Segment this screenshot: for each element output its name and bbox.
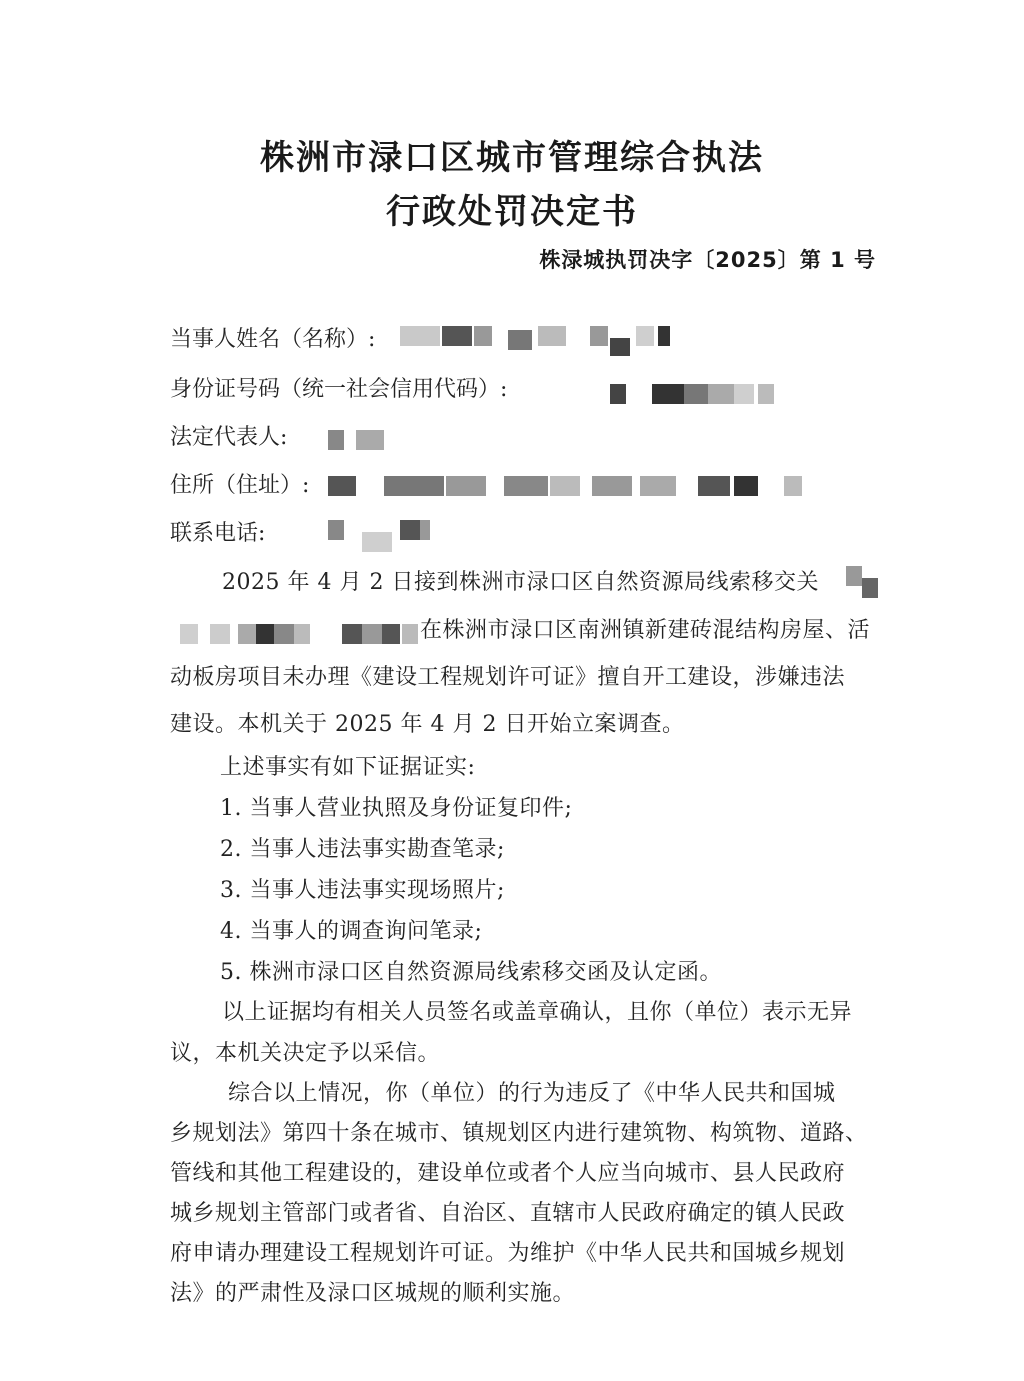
paragraph1-line1: 2025 年 4 月 2 日接到株洲市渌口区自然资源局线索移交关 — [222, 570, 819, 595]
document-title-line2: 行政处罚决定书 — [386, 192, 638, 232]
evidence-item: 5. 株洲市渌口区自然资源局线索移交函及认定函。 — [220, 960, 722, 985]
paragraph1-line4: 建设。本机关于 2025 年 4 月 2 日开始立案调查。 — [170, 712, 685, 737]
document-number: 株渌城执罚决字〔2025〕第 1 号 — [539, 248, 876, 272]
paragraph1-line2: 在株洲市渌口区南洲镇新建砖混结构房屋、活 — [420, 618, 871, 643]
paragraph3-line2: 乡规划法》第四十条在城市、镇规划区内进行建筑物、构筑物、道路、 — [170, 1121, 868, 1146]
evidence-item: 1. 当事人营业执照及身份证复印件; — [220, 796, 573, 821]
paragraph3-line3: 管线和其他工程建设的，建设单位或者个人应当向城市、县人民政府 — [170, 1161, 846, 1186]
address-label: 住所（住址）: — [170, 473, 310, 498]
paragraph3-line5: 府申请办理建设工程规划许可证。为维护《中华人民共和国城乡规划 — [170, 1241, 846, 1266]
evidence-item: 2. 当事人违法事实勘查笔录; — [220, 837, 505, 862]
paragraph3-line4: 城乡规划主管部门或者省、自治区、直辖市人民政府确定的镇人民政 — [170, 1201, 846, 1226]
paragraph1-line3: 动板房项目未办理《建设工程规划许可证》擅自开工建设，涉嫌违法 — [170, 665, 846, 690]
evidence-item: 3. 当事人违法事实现场照片; — [220, 878, 505, 903]
document-title-line1: 株洲市渌口区城市管理综合执法 — [260, 138, 764, 178]
paragraph2-line1: 以上证据均有相关人员签名或盖章确认，且你（单位）表示无异 — [222, 1000, 853, 1025]
legal-rep-label: 法定代表人: — [170, 425, 288, 450]
id-number-label: 身份证号码（统一社会信用代码）: — [170, 377, 508, 402]
phone-label: 联系电话: — [170, 521, 266, 546]
evidence-intro: 上述事实有如下证据证实: — [220, 755, 476, 780]
paragraph3-line6: 法》的严肃性及渌口区城规的顺利实施。 — [170, 1281, 576, 1306]
evidence-item: 4. 当事人的调查询问笔录; — [220, 919, 483, 944]
party-name-label: 当事人姓名（名称）: — [170, 327, 376, 352]
paragraph2-line2: 议，本机关决定予以采信。 — [170, 1041, 441, 1066]
paragraph3-line1: 综合以上情况，你（单位）的行为违反了《中华人民共和国城 — [228, 1081, 836, 1106]
